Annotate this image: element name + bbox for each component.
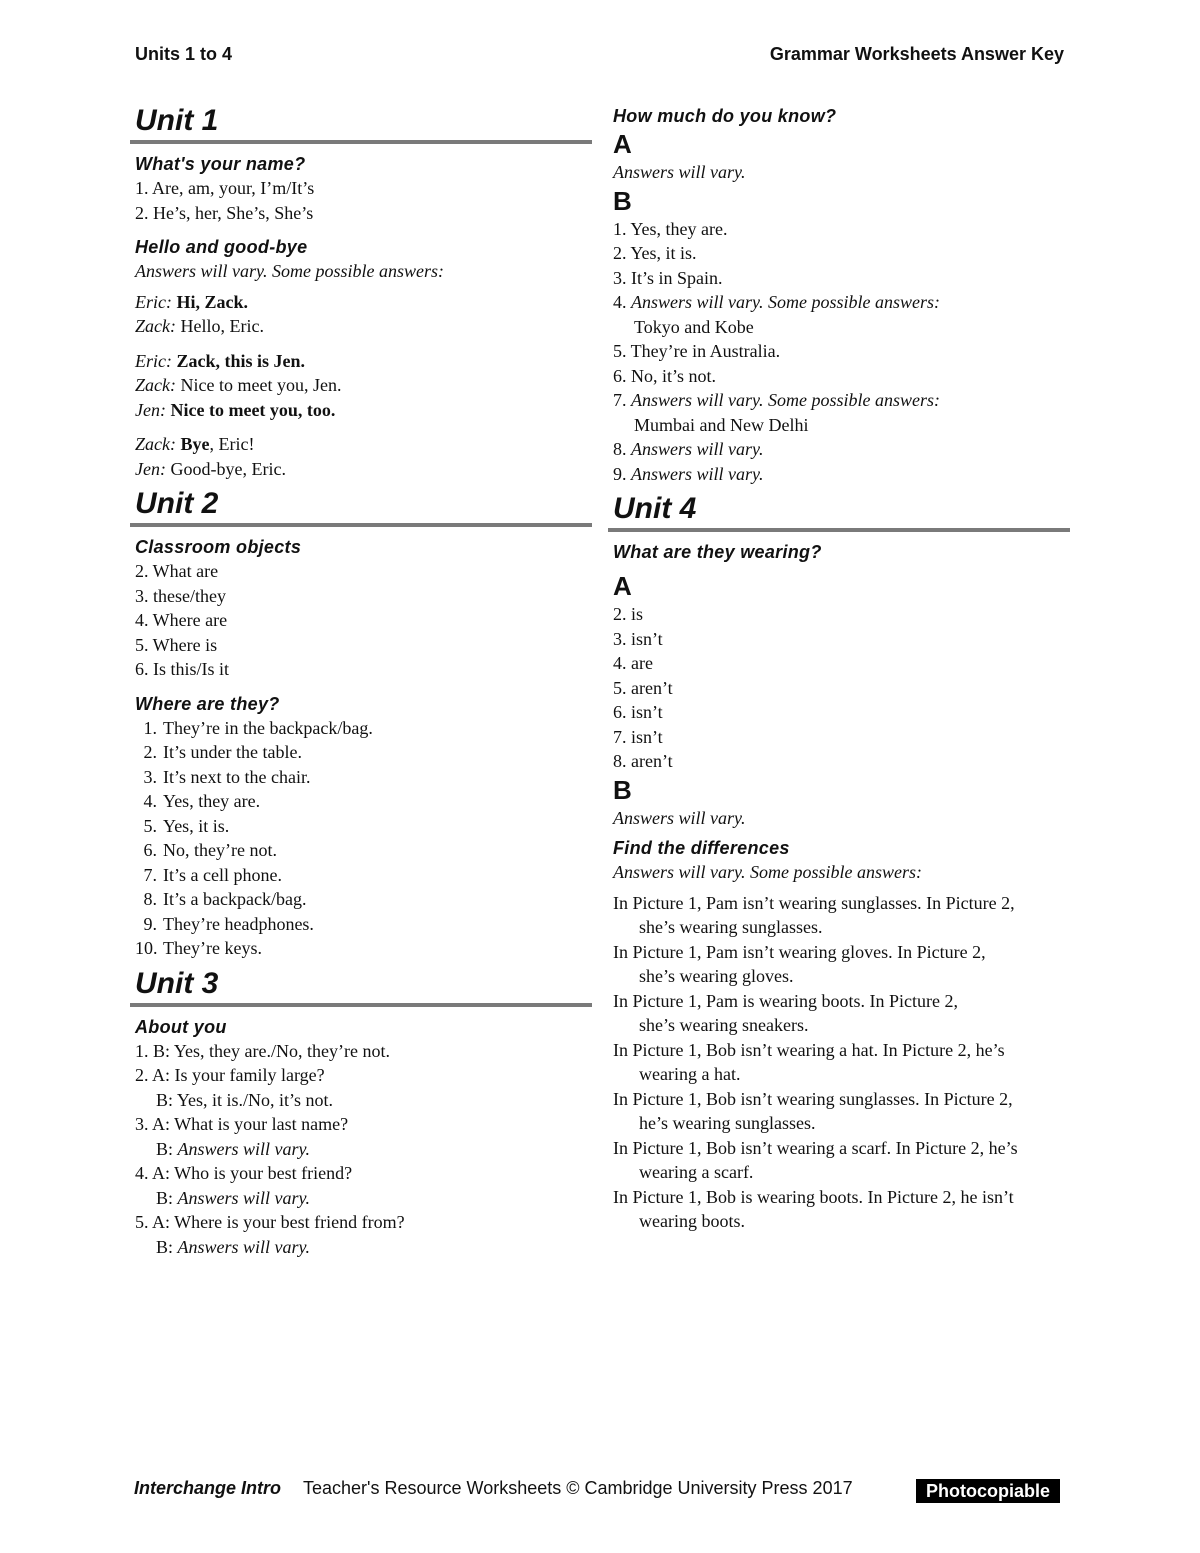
header-right: Grammar Worksheets Answer Key xyxy=(769,44,1064,64)
unit-1-rule xyxy=(130,140,592,144)
part-label: A xyxy=(613,571,632,601)
right-column xyxy=(608,104,1070,1234)
section-title: Classroom objects xyxy=(135,537,302,557)
answer-line: 1. Are, am, your, I’m/It’s xyxy=(135,178,315,198)
answer-line: 1. B: Yes, they are./No, they’re not. xyxy=(135,1040,390,1061)
dialogue-line: Jen: Good-bye, Eric. xyxy=(135,458,286,479)
dialogue-line: Zack: Nice to meet you, Jen. xyxy=(135,375,342,395)
section-note: Answers will vary. Some possible answers: xyxy=(135,261,444,281)
answer-line: 8. aren’t xyxy=(613,751,673,771)
answer-line: 9. They’re headphones. xyxy=(143,913,314,934)
answer-line: Tokyo and Kobe xyxy=(634,316,754,337)
answer-line: 7. Answers will vary. Some possible answers: xyxy=(613,390,940,410)
answer-line: 5. Yes, it is. xyxy=(143,815,230,836)
answer-line: 1. They’re in the backpack/bag. xyxy=(143,717,373,738)
dialogue-line: Zack: Hello, Eric. xyxy=(135,316,264,336)
dialogue-line: Eric: Zack, this is Jen. xyxy=(135,350,306,371)
answer-line: 7. It’s a cell phone. xyxy=(143,864,282,885)
unit-3-rule xyxy=(130,1003,592,1007)
answer-line: 3. It’s in Spain. xyxy=(613,267,723,288)
section-title: How much do you know? xyxy=(613,106,837,126)
answer-line: B: Answers will vary. xyxy=(156,1187,311,1208)
answer-line: 2. It’s under the table. xyxy=(143,742,302,762)
dialogue-line: Eric: Hi, Zack. xyxy=(135,291,248,312)
answer-line: 5. They’re in Australia. xyxy=(613,341,781,361)
part-label: B xyxy=(613,774,632,805)
answer-line: Answers will vary. xyxy=(613,162,746,182)
answer-line: 6. isn’t xyxy=(613,702,663,722)
answer-line: 6. No, they’re not. xyxy=(143,840,277,860)
answer-line: B: Yes, it is./No, it’s not. xyxy=(156,1089,334,1110)
answer-line: 10. They’re keys. xyxy=(135,938,262,958)
unit-2-rule xyxy=(130,523,592,527)
answer-line: 5. Where is xyxy=(135,634,218,655)
section-title: Find the differences xyxy=(613,838,790,858)
unit-4-title: Unit 4 xyxy=(613,492,697,525)
answer-line: 5. A: Where is your best friend from? xyxy=(135,1212,405,1232)
answer-line: 1. Yes, they are. xyxy=(613,218,728,239)
answer-line: B: Answers will vary. xyxy=(156,1236,311,1257)
answer-line: 3. It’s next to the chair. xyxy=(143,766,311,787)
answer-line: 2. A: Is your family large? xyxy=(135,1065,325,1085)
section-note: Answers will vary. Some possible answers: xyxy=(613,862,922,882)
section-title: What are they wearing? xyxy=(613,542,822,562)
answer-line: Mumbai and New Delhi xyxy=(634,414,809,435)
answer-line: 8. Answers will vary. xyxy=(613,439,764,459)
section-title: Where are they? xyxy=(135,693,280,714)
answer-line: 4. Yes, they are. xyxy=(143,791,261,811)
section-title: What's your name? xyxy=(135,154,306,174)
unit-4-rule xyxy=(608,528,1070,532)
answer-line: 3. A: What is your last name? xyxy=(135,1114,349,1134)
answer-line: 2. What are xyxy=(135,561,219,581)
answer-line: 6. No, it’s not. xyxy=(613,365,717,386)
difference-item: In Picture 1, Bob isn’t wearing sunglasses. In Picture 2, he’s wearing sunglasses. xyxy=(613,1088,1013,1133)
answer-line: 6. Is this/Is it xyxy=(135,659,230,679)
answer-line: 9. Answers will vary. xyxy=(613,463,764,484)
part-label: A xyxy=(613,129,632,159)
difference-item: In Picture 1, Bob is wearing boots. In Picture 2, he isn’t wearing boots. xyxy=(613,1186,1014,1231)
answer-line: 2. He’s, her, She’s, She’s xyxy=(135,202,314,223)
section-title: About you xyxy=(135,1016,227,1037)
section-title: Hello and good-bye xyxy=(135,237,308,257)
answer-line: 3. isn’t xyxy=(613,628,663,649)
answer-line: Answers will vary. xyxy=(613,807,746,828)
difference-item: In Picture 1, Bob isn’t wearing a scarf. In Picture 2, he’s wearing a scarf. xyxy=(613,1137,1018,1182)
difference-item: In Picture 1, Pam isn’t wearing sunglasses. In Picture 2, she’s wearing sunglasses. xyxy=(613,892,1015,937)
answer-line: 8. It’s a backpack/bag. xyxy=(143,889,307,909)
difference-item: In Picture 1, Pam is wearing boots. In Picture 2, she’s wearing sneakers. xyxy=(613,990,958,1035)
footer-copyright: Teacher's Resource Worksheets © Cambridge University Press 2017 xyxy=(303,1478,853,1498)
part-label: B xyxy=(613,185,632,216)
answer-line: 2. is xyxy=(613,604,644,624)
answer-line: 4. Answers will vary. Some possible answers: xyxy=(613,292,940,312)
dialogue-line: Zack: Bye, Eric! xyxy=(135,434,255,454)
footer xyxy=(134,1478,1051,1501)
photocopiable-badge: Photocopiable xyxy=(916,1479,1060,1503)
answer-line: 4. Where are xyxy=(135,610,228,630)
dialogue-line: Jen: Nice to meet you, too. xyxy=(135,399,336,420)
difference-item: In Picture 1, Bob isn’t wearing a hat. In Picture 2, he’s wearing a hat. xyxy=(613,1039,1005,1084)
footer-brand: Interchange Intro xyxy=(134,1478,282,1498)
answer-line: 4. are xyxy=(613,653,653,673)
unit-3-title: Unit 3 xyxy=(135,966,219,1000)
answer-line: 3. these/they xyxy=(135,585,226,606)
answer-line: 7. isn’t xyxy=(613,726,663,747)
difference-item: In Picture 1, Pam isn’t wearing gloves. In Picture 2, she’s wearing gloves. xyxy=(613,941,986,986)
unit-1-title: Unit 1 xyxy=(135,104,219,137)
unit-2-title: Unit 2 xyxy=(135,487,219,520)
left-column xyxy=(130,104,592,1259)
answer-line: B: Answers will vary. xyxy=(156,1138,311,1159)
answer-line: 2. Yes, it is. xyxy=(613,243,697,263)
header-left: Units 1 to 4 xyxy=(135,44,233,64)
answer-line: 5. aren’t xyxy=(613,677,673,698)
answer-line: 4. A: Who is your best friend? xyxy=(135,1163,353,1183)
